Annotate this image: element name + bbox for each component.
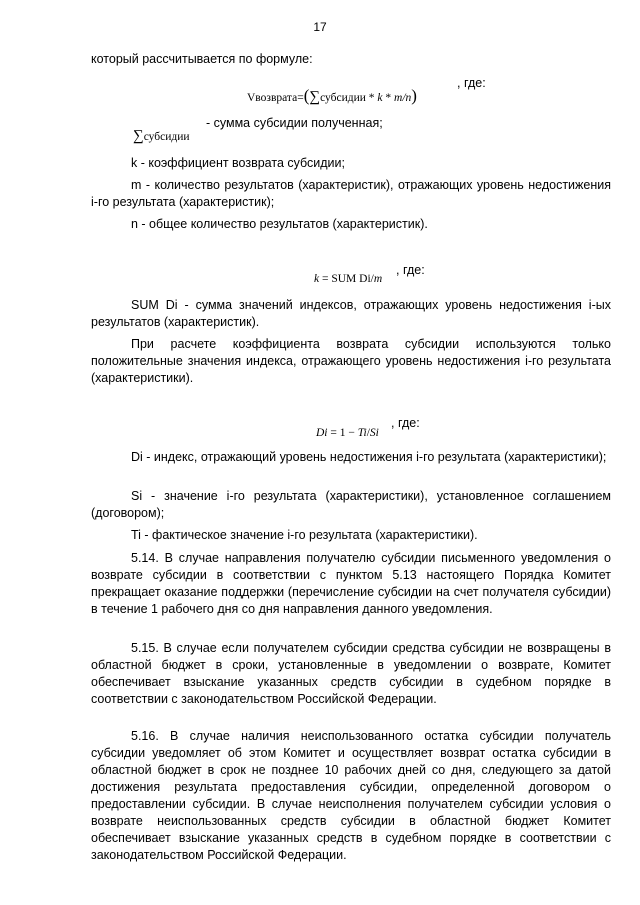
formula1-rparen: ): [411, 86, 417, 105]
formula3-di: Di: [316, 427, 328, 439]
formula3-rest: = 1 −: [327, 427, 358, 439]
sum-subsidy-term: субсидии: [143, 131, 190, 143]
paragraph-5-14: 5.14. В случае направления получателю субсидии письменного уведомления о возврате субсидии в соответствии с пунктом 5.13 настоящего Порядка Комитет прекращает оказание поддержки (перечисление субсидии на счет получателя субсидии) в течение 1 рабочего дня со дня направления данного уведомления.: [91, 551, 611, 616]
formula3-slash: /: [366, 427, 370, 439]
formula2-k: k: [314, 273, 320, 285]
sigma-icon: ∑: [133, 128, 144, 144]
sum-subsidy-symbol: [133, 128, 190, 145]
sigma-icon: ∑: [309, 89, 321, 105]
formula3-si: Si: [369, 427, 379, 439]
formula1-where: , где:: [457, 76, 486, 90]
formula1-lhs: Vвозврата: [247, 92, 298, 104]
formula1-lparen: (: [303, 86, 310, 105]
formula1-eq: =: [297, 92, 304, 104]
formula1-mn: m/n: [394, 92, 412, 104]
formula1-k: k: [377, 92, 383, 104]
positive-values-note: При расчете коэффициента возврата субсидии используются только положительные значения индекса, отражающего уровень недостижения i-го результата (характеристики).: [91, 337, 611, 385]
paragraph-5-16: 5.16. В случае наличия неиспользованного остатка субсидии получатель субсидии уведомляет об этом Комитет и осуществляет возврат остатка субсидии в областной бюджет в срок не позднее 10 рабочих дней со дня, следующего за датой достижения результата предоставления субсидии, определенной договором о предоставлении субсидии. В случае неисполнения получателем субсидии условия о возврате неиспользованных средств субсидии в областной бюджет Комитет обеспечивает взыскание указанных средств в судебном порядке в соответствии с законодательством Российской Федерации.: [91, 729, 611, 862]
k-definition: k - коэффициент возврата субсидии;: [131, 156, 345, 170]
n-definition: n - общее количество результатов (характеристик).: [131, 217, 428, 231]
paragraph-5-15: 5.15. В случае если получателем субсидии средства субсидии не возвращены в областной бюджет в сроки, установленные в уведомлении о возврате, Комитет обеспечивает взыскание указанных средств субсидии в судебном порядке в соответствии с законодательством Российской Федерации.: [91, 641, 611, 706]
formula1-term: субсидии: [320, 92, 366, 104]
formula2-m: m: [373, 273, 383, 285]
page-number: 17: [313, 20, 327, 34]
sum-subsidy-definition: - сумма субсидии полученная;: [206, 116, 383, 130]
sum-di-definition: SUM Di - сумма значений индексов, отражающих уровень недостижения i-ых результатов (характеристик).: [91, 298, 611, 329]
formula1-op1: *: [365, 92, 378, 104]
si-definition: Si - значение i-го результата (характеристики), установленное соглашением (договором);: [91, 489, 611, 520]
formula2-where: , где:: [396, 263, 425, 277]
m-definition: [91, 177, 611, 211]
formula-di-index: [316, 427, 379, 439]
di-definition: Di - индекс, отражающий уровень недостижения i-го результата (характеристики);: [131, 450, 607, 464]
formula1-op2: *: [382, 92, 395, 104]
formula3-ti: Ti: [357, 427, 367, 439]
formula-return-amount: [247, 86, 417, 106]
formula2-rest: = SUM Di/: [319, 273, 374, 285]
formula-k-coefficient: [314, 273, 382, 285]
intro-text: который рассчитывается по формуле:: [91, 52, 313, 66]
formula3-where: , где:: [391, 416, 420, 430]
ti-definition: Ti - фактическое значение i-го результата (характеристики).: [131, 528, 478, 542]
m-definition-text: m - количество результатов (характеристик), отражающих уровень недостижения i-го результата (характеристик);: [91, 178, 611, 209]
